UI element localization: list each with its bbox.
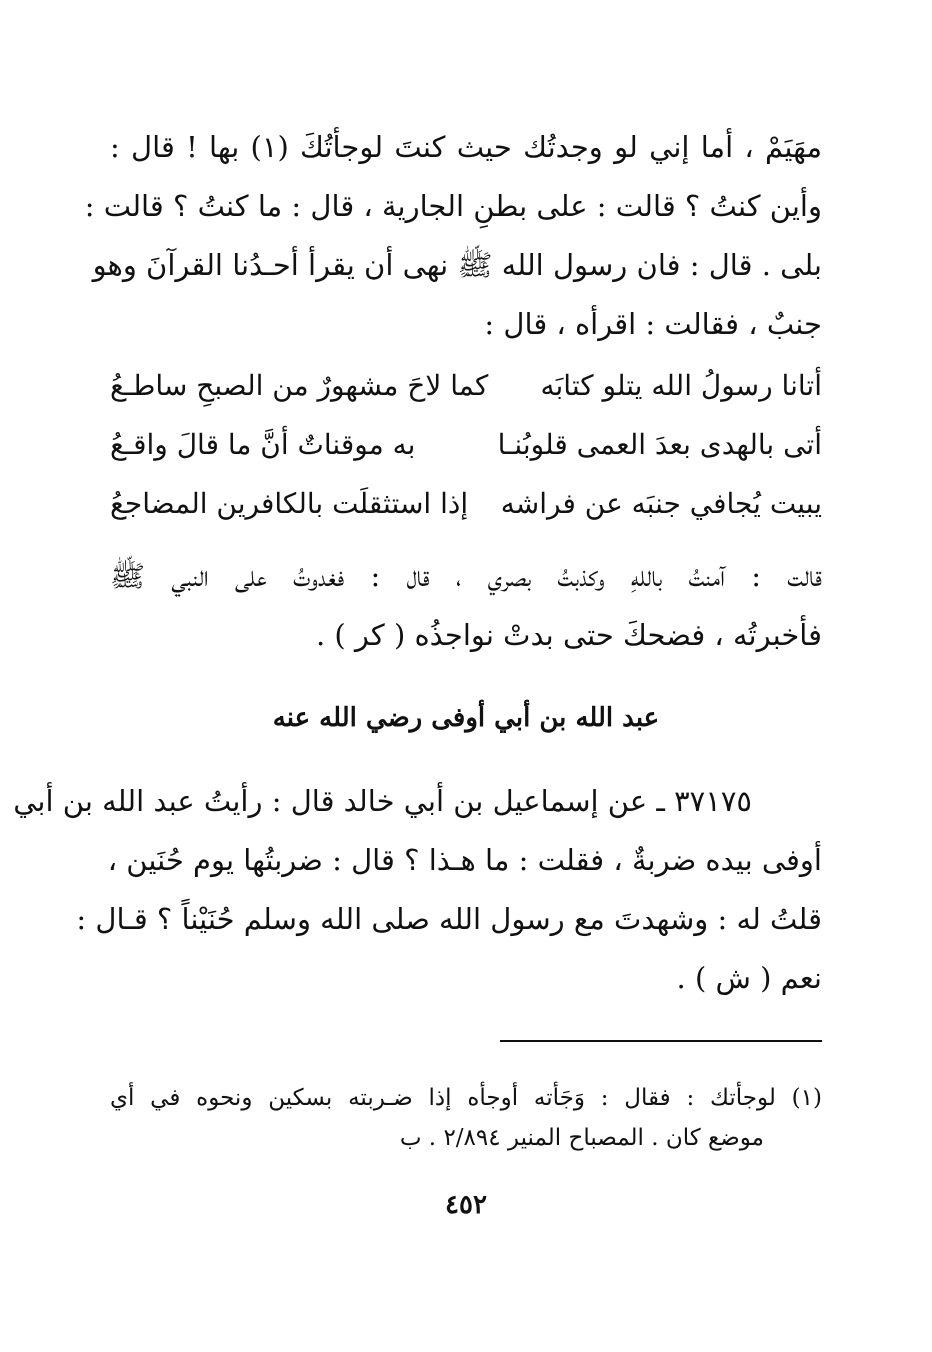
text-line: قالت : آمنتُ باللهِ وكذبتُ بصري ، قال : فغدوتُ على النبي ﷺ [110, 559, 822, 593]
hadith-paragraph [13, 772, 822, 1008]
text-line: نعم ( ش ) . [676, 961, 822, 995]
page-number: ٤٥٢ [445, 1190, 487, 1220]
closing-paragraph [110, 547, 822, 665]
text-line: وأين كنتُ ؟ قالت : على بطنِ الجارية ، قال : ما كنتُ ؟ قالت : [84, 189, 822, 223]
verse-second-hemistich: إذا استثقلَت بالكافرين المضاجعُ [110, 487, 469, 520]
footnote-line: موضع كان . المصباح المنير ٢/٨٩٤ . ب [399, 1125, 764, 1151]
verse-first-hemistich: أتانا رسولُ الله يتلو كتابَه [540, 369, 822, 402]
text-line: فأخبرتُه ، فضحكَ حتى بدتْ نواجذُه ( كر ) . [315, 618, 822, 652]
footnote-divider [500, 1040, 822, 1042]
footnote-line: (١) لوجأتك : فقال : وَجَأته أوجأه إذا ضـربته بسكين ونحوه في أي [110, 1085, 822, 1111]
section-heading: عبد الله بن أبي أوفى رضي الله عنه [272, 703, 660, 733]
text-line: بلى . قال : فان رسول الله ﷺ نهى أن يقرأ أحـدُنا القرآنَ وهو [92, 248, 822, 282]
prose-paragraph [84, 118, 823, 354]
text-line: جنبٌ ، فقالت : اقرأه ، قال : [484, 307, 822, 341]
footnote [110, 1078, 822, 1158]
verse-first-hemistich: يبيت يُجافي جنبَه عن فراشه [500, 487, 822, 520]
poem-verses [110, 356, 822, 533]
verse-second-hemistich: كما لاحَ مشهورٌ من الصبحِ ساطـعُ [110, 369, 489, 402]
text-line: مهَيَمْ ، أما إني لو وجدتُك حيث كنتَ لوجأتُكَ (١) بها ! قال : [110, 130, 823, 164]
verse-line [110, 415, 822, 474]
verse-first-hemistich: أتى بالهدى بعدَ العمى قلوبُنـا [497, 428, 822, 461]
verse-line [110, 474, 822, 533]
verse-second-hemistich: به موقناتٌ أنَّ ما قالَ واقـعُ [110, 428, 416, 461]
text-line: قلتُ له : وشهدتَ مع رسول الله صلى الله وسلم حُنَيْناً ؟ قـال : [76, 902, 822, 936]
text-line: أوفى بيده ضربةٌ ، فقلت : ما هـذا ؟ قال : ضربتُها يوم حُنَين ، [107, 843, 822, 877]
verse-line [110, 356, 822, 415]
text-line: ٣٧١٧٥ ـ عن إسماعيل بن أبي خالد قال : رأيتُ عبد الله بن أبي [13, 784, 752, 818]
